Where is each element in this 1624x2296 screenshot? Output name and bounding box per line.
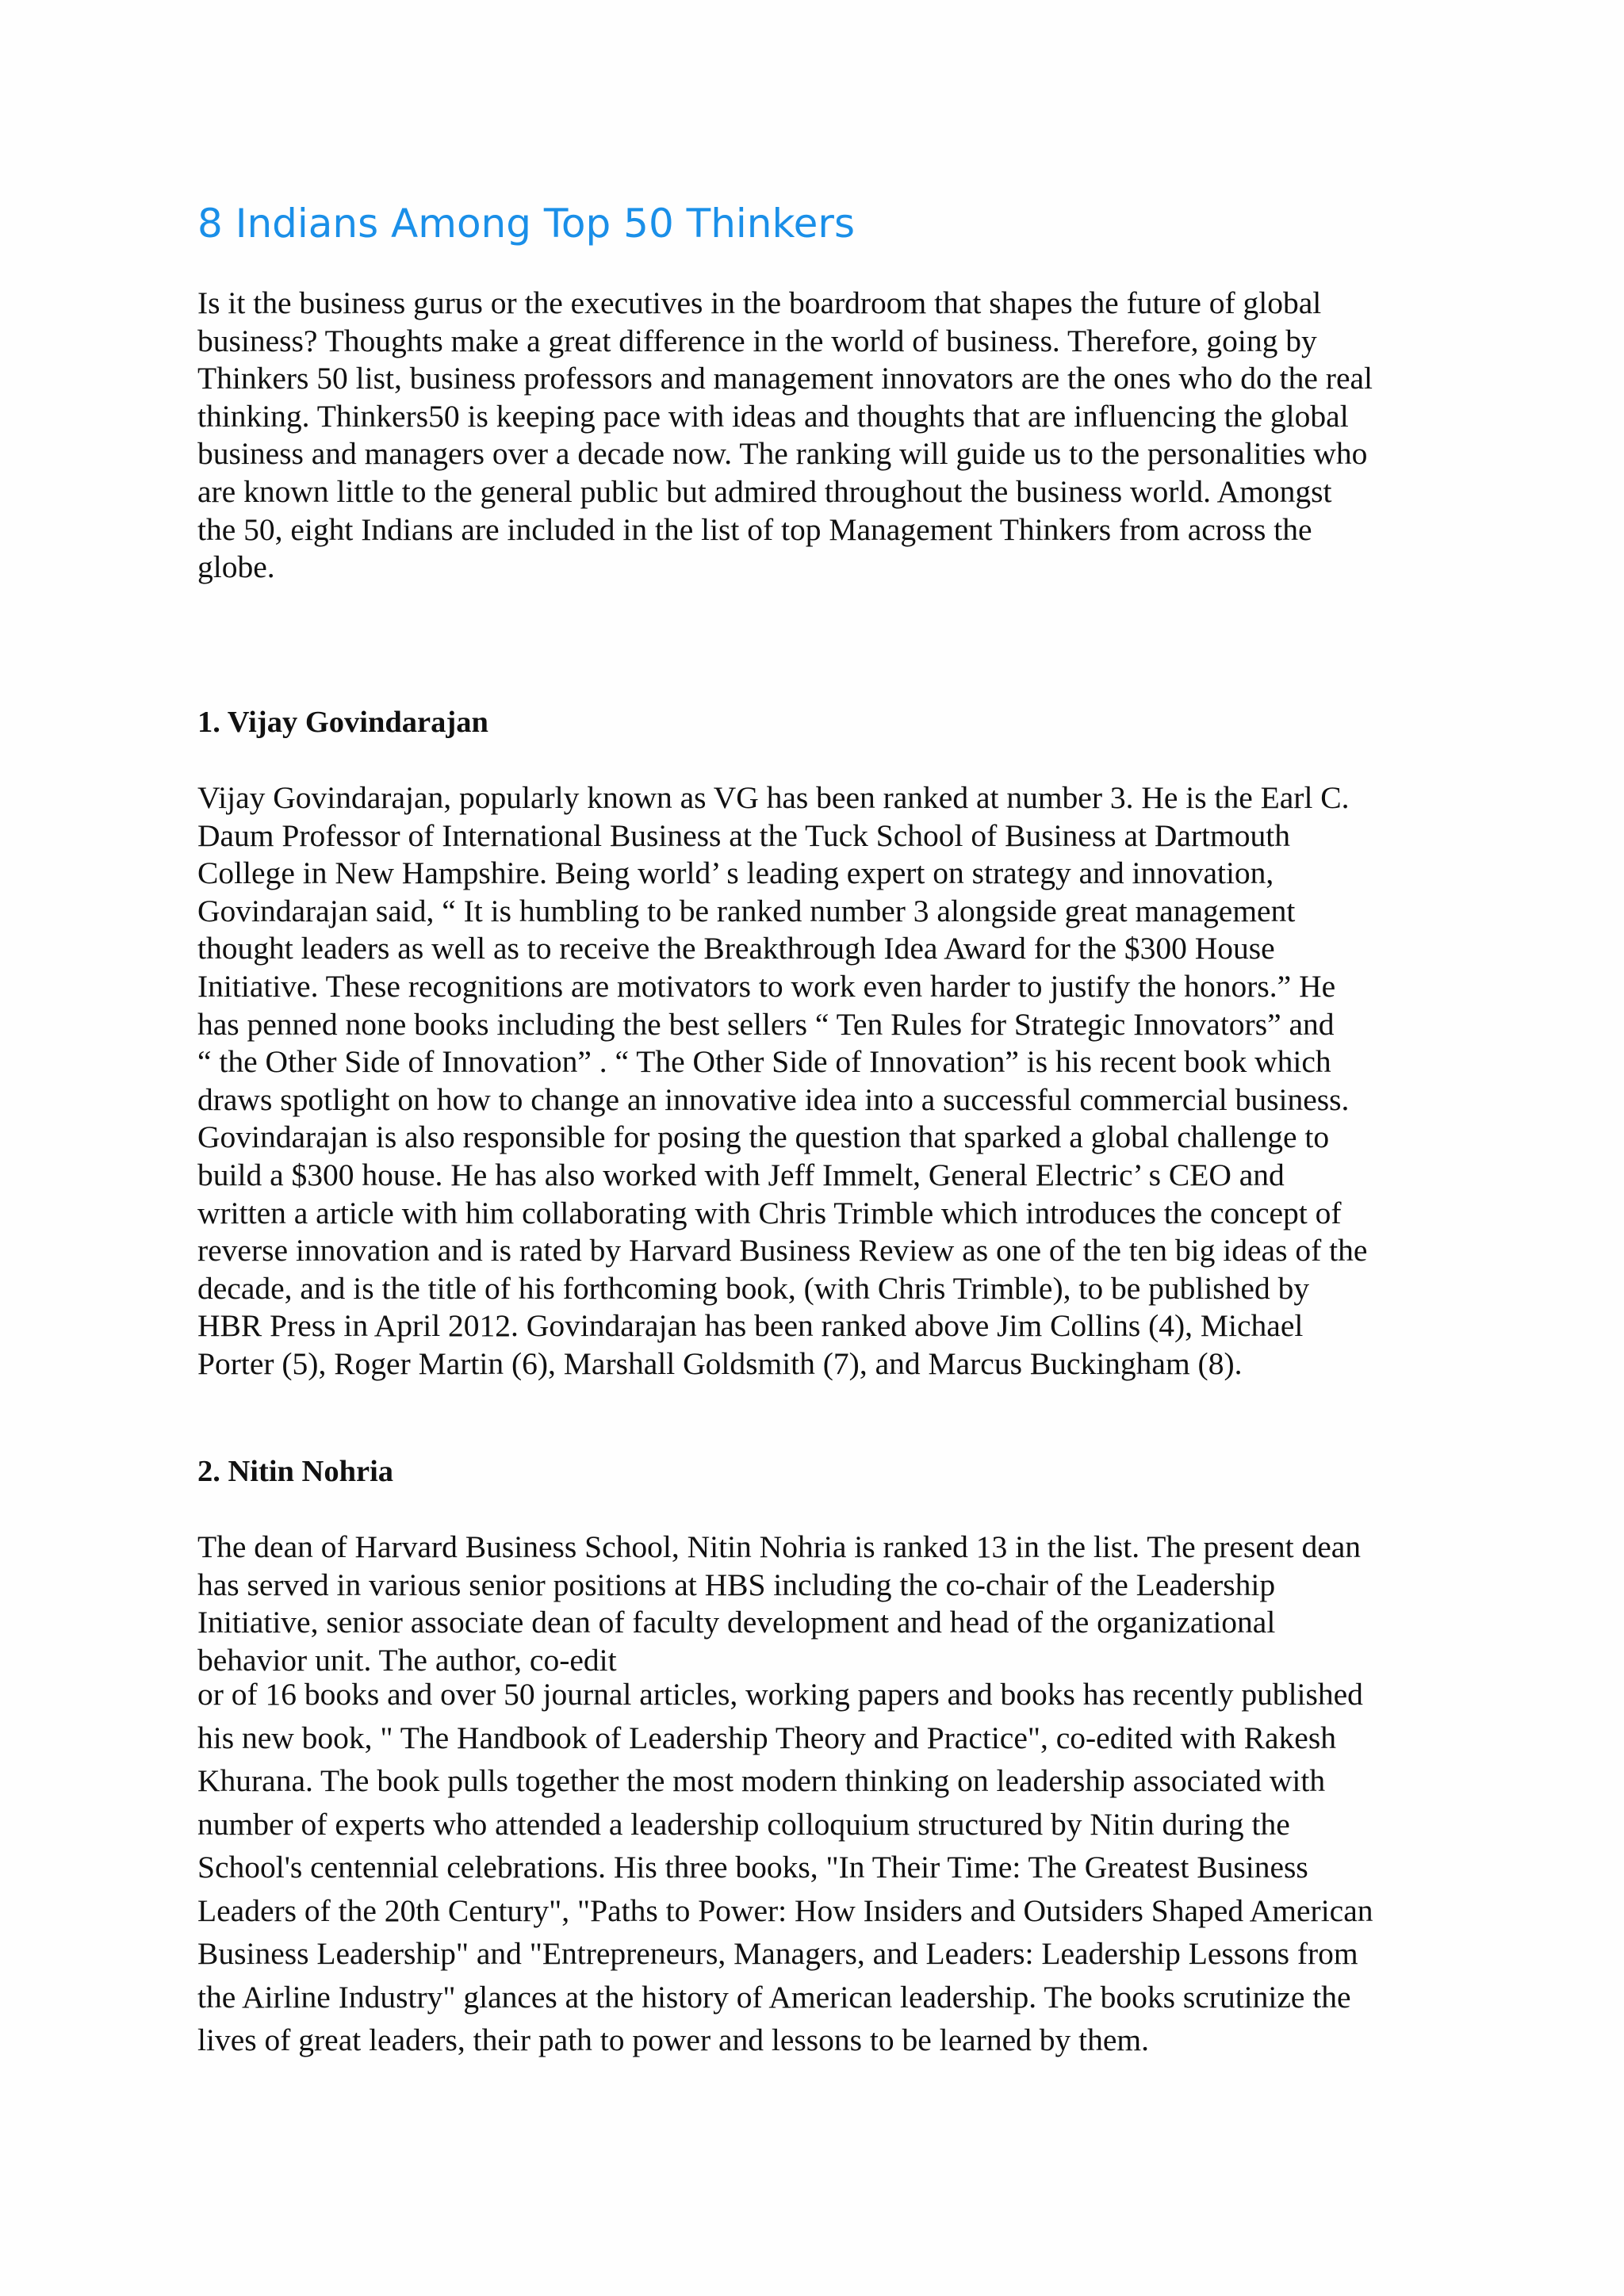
paragraph-line: reverse innovation and is rated by Harvard Business Review as one of the ten big ideas of the — [197, 1233, 1368, 1269]
paragraph-line: “ the Other Side of Innovation” . “ The Other Side of Innovation” is his recent book which — [197, 1044, 1331, 1080]
paragraph-line: School's centennial celebrations. His three books, "In Their Time: The Greatest Business — [197, 1850, 1308, 1885]
paragraph-line: draws spotlight on how to change an innovative idea into a successful commercial business. — [197, 1081, 1350, 1117]
section-heading-nitin-nohria: 2. Nitin Nohria — [197, 1455, 394, 1488]
paragraph-line: the 50, eight Indians are included in the list of top Management Thinkers from across the — [197, 511, 1312, 547]
paragraph-line: Daum Professor of International Business at the Tuck School of Business at Dartmouth — [197, 817, 1290, 853]
paragraph-line: globe. — [197, 549, 275, 585]
paragraph-line: written a article with him collaborating with Chris Trimble which introduces the concept of — [197, 1195, 1342, 1230]
paragraph-line: Khurana. The book pulls together the most modern thinking on leadership associated with — [197, 1763, 1326, 1798]
paragraph-line: Initiative, senior associate dean of faculty development and head of the organizational — [197, 1605, 1276, 1640]
section-paragraph-nitin-nohria — [197, 1529, 1450, 1679]
paragraph-line: Leaders of the 20th Century", "Paths to Power: How Insiders and Outsiders Shaped American — [197, 1892, 1373, 1928]
paragraph-line: decade, and is the title of his forthcoming book, (with Chris Trimble), to be published by — [197, 1270, 1310, 1306]
paragraph-line: or of 16 books and over 50 journal articles, working papers and books has recently published — [197, 1677, 1363, 1712]
paragraph-line: Govindarajan is also responsible for posing the question that sparked a global challenge to — [197, 1119, 1330, 1155]
section-heading-vijay-govindarajan: 1. Vijay Govindarajan — [197, 706, 488, 739]
paragraph-line: College in New Hampshire. Being world’ s leading expert on strategy and innovation, — [197, 855, 1274, 891]
section-paragraph-vijay-govindarajan — [197, 779, 1450, 1383]
paragraph-line: the Airline Industry" glances at the history of American leadership. The books scrutinize the — [197, 1979, 1351, 2015]
page-title: 8 Indians Among Top 50 Thinkers — [197, 201, 856, 247]
paragraph-line: The dean of Harvard Business School, Nitin Nohria is ranked 13 in the list. The present dean — [197, 1529, 1362, 1564]
paragraph-line: Porter (5), Roger Martin (6), Marshall Goldsmith (7), and Marcus Buckingham (8). — [197, 1345, 1243, 1381]
paragraph-line: has served in various senior positions at HBS including the co-chair of the Leadership — [197, 1567, 1276, 1602]
paragraph-line: business and managers over a decade now. The ranking will guide us to the personalities who — [197, 436, 1368, 472]
paragraph-line: thinking. Thinkers50 is keeping pace with ideas and thoughts that are influencing the global — [197, 398, 1349, 434]
paragraph-line: Govindarajan said, “ It is humbling to be ranked number 3 alongside great management — [197, 893, 1296, 928]
paragraph-line: Thinkers 50 list, business professors and management innovators are the ones who do the real — [197, 361, 1373, 396]
paragraph-line: his new book, " The Handbook of Leadership Theory and Practice", co-edited with Rakesh — [197, 1720, 1336, 1755]
paragraph-line: thought leaders as well as to receive the Breakthrough Idea Award for the $300 House — [197, 931, 1275, 966]
paragraph-line: Vijay Govindarajan, popularly known as VG has been ranked at number 3. He is the Earl C. — [197, 780, 1350, 815]
paragraph-line: number of experts who attended a leadership colloquium structured by Nitin during the — [197, 1806, 1290, 1842]
paragraph-line: Initiative. These recognitions are motivators to work even harder to justify the honors.” He — [197, 968, 1336, 1004]
paragraph-line: Is it the business gurus or the executives in the boardroom that shapes the future of global — [197, 285, 1322, 320]
paragraph-line: business? Thoughts make a great difference in the world of business. Therefore, going by — [197, 323, 1317, 358]
paragraph-line: build a $300 house. He has also worked with Jeff Immelt, General Electric’ s CEO and — [197, 1157, 1285, 1192]
intro-paragraph — [197, 285, 1450, 587]
section-paragraph-nitin-nohria-continued — [197, 1673, 1450, 2062]
paragraph-line: behavior unit. The author, co-edit — [197, 1642, 617, 1678]
paragraph-line: are known little to the general public but admired throughout the business world. Amongst — [197, 473, 1332, 509]
paragraph-line: HBR Press in April 2012. Govindarajan has been ranked above Jim Collins (4), Michael — [197, 1308, 1304, 1344]
paragraph-line: has penned none books including the best sellers “ Ten Rules for Strategic Innovators” and — [197, 1006, 1335, 1042]
paragraph-line: lives of great leaders, their path to power and lessons to be learned by them. — [197, 2022, 1149, 2057]
paragraph-line: Business Leadership" and "Entrepreneurs, Managers, and Leaders: Leadership Lessons from — [197, 1936, 1358, 1971]
